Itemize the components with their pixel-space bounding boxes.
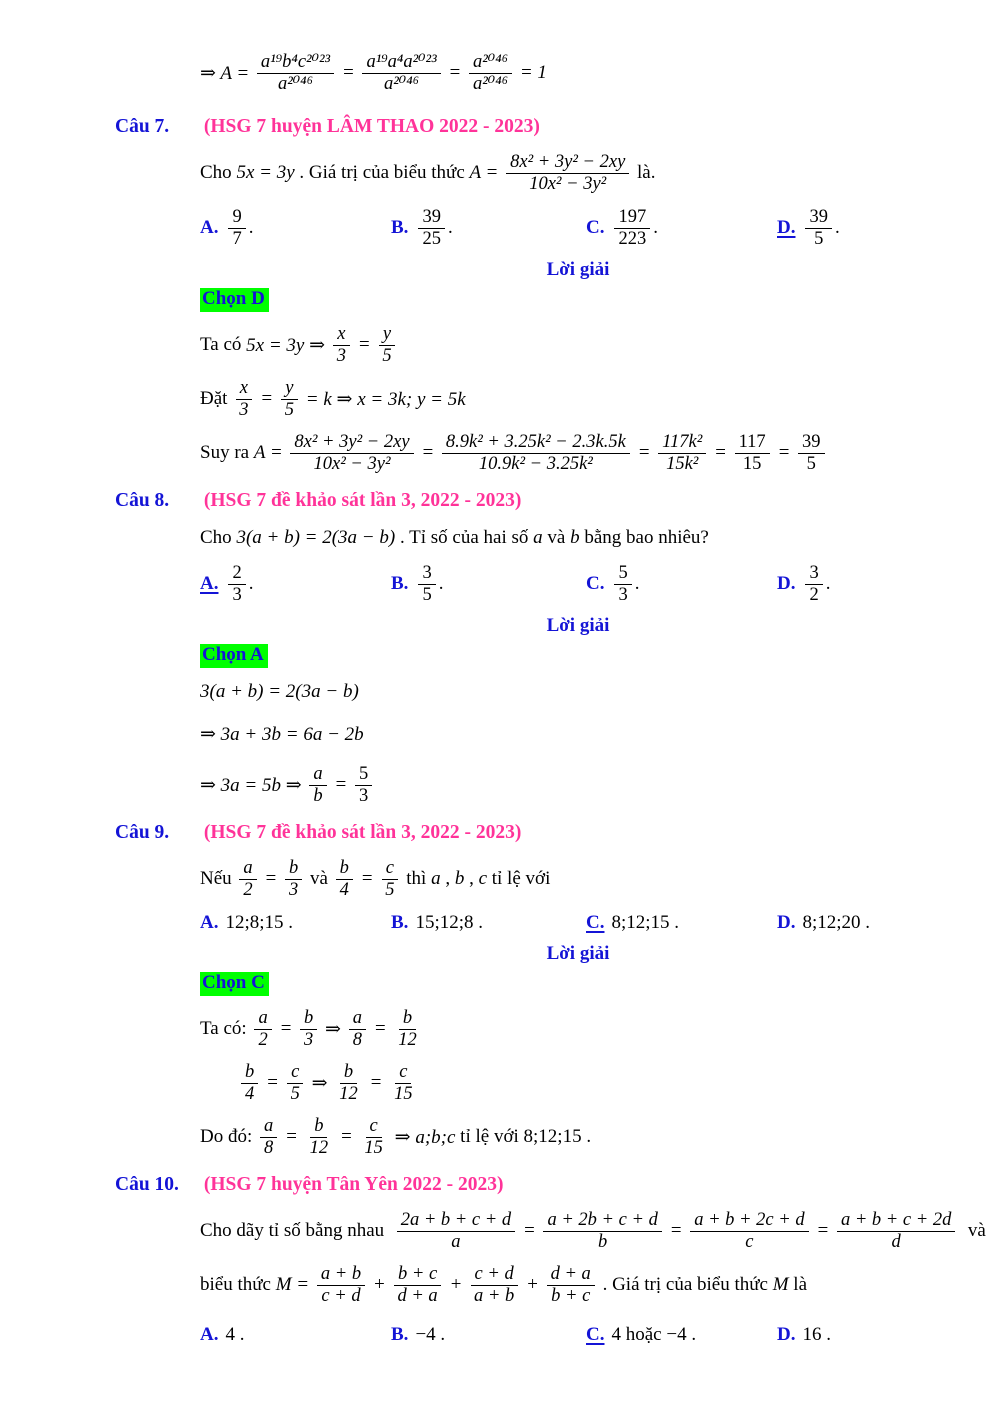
math-fraction: $\frac{3}{2}$ bbox=[805, 563, 822, 606]
math-text: , bbox=[440, 868, 455, 889]
math-text: = bbox=[335, 1126, 358, 1147]
solution-line bbox=[200, 318, 996, 372]
math-text: Cho bbox=[200, 162, 237, 183]
math-text: = bbox=[255, 388, 278, 409]
option-value bbox=[225, 563, 253, 606]
question-heading bbox=[115, 490, 996, 516]
option-letter: D. bbox=[777, 912, 796, 933]
answer-option-d bbox=[777, 912, 996, 934]
math-fraction: $\frac{a + b + 2c + d}{c}$ bbox=[690, 1210, 808, 1253]
math-text: và bbox=[305, 868, 333, 889]
math-fraction: $\frac{c}{15}$ bbox=[394, 1061, 413, 1104]
question-source: (HSG 7 đề khảo sát lần 3, 2022 - 2023) bbox=[203, 822, 522, 843]
math-text: = k ⇒ x = 3k; y = 5k bbox=[301, 388, 466, 410]
math-text: và bbox=[542, 527, 571, 548]
option-value bbox=[802, 563, 830, 606]
question-heading bbox=[115, 116, 996, 142]
option-letter: A. bbox=[200, 217, 219, 238]
math-fraction: $\frac{\text{a¹⁹a⁴a²⁰²³}}{\text{a²⁰⁴⁶}}$ bbox=[362, 52, 440, 95]
option-value bbox=[415, 563, 443, 606]
math-text: ⇒ bbox=[320, 1018, 346, 1040]
answer-option-a bbox=[200, 912, 391, 934]
math-text: c bbox=[478, 868, 487, 889]
math-text: b bbox=[570, 527, 580, 548]
math-text: , bbox=[464, 868, 479, 889]
math-fraction: $\frac{b}{12}$ bbox=[309, 1115, 329, 1158]
answer-option-b bbox=[391, 912, 586, 934]
math-fraction: $\frac{b}{3}$ bbox=[300, 1008, 317, 1051]
question-heading bbox=[115, 822, 996, 848]
math-text: Ta có bbox=[200, 334, 247, 355]
math-text: = bbox=[772, 442, 796, 463]
option-value bbox=[225, 207, 253, 250]
math-fraction: $\frac{x}{3}$ bbox=[235, 378, 252, 421]
option-letter: C. bbox=[586, 573, 605, 594]
math-text: = bbox=[368, 1018, 392, 1039]
question-source: (HSG 7 huyện Tân Yên 2022 - 2023) bbox=[203, 1174, 504, 1195]
math-fraction: $\frac{a}{b}$ bbox=[309, 764, 326, 807]
answer-options bbox=[200, 906, 996, 940]
option-letter: A. bbox=[200, 1324, 219, 1345]
math-text: = 1 bbox=[515, 62, 547, 83]
question-8 bbox=[0, 490, 996, 812]
solution-line bbox=[200, 1110, 996, 1164]
math-fraction: $\frac{\text{a¹⁹b⁴c²⁰²³}}{\text{a²⁰⁴⁶}}$ bbox=[257, 52, 334, 95]
math-text: = bbox=[259, 868, 282, 889]
chosen-answer bbox=[200, 644, 996, 672]
math-fraction: $\frac{39}{25}$ bbox=[418, 207, 445, 250]
question-number: Câu 8. bbox=[115, 490, 170, 511]
math-fraction: $\frac{b + c}{d + a}$ bbox=[393, 1264, 441, 1307]
solution-line bbox=[200, 674, 996, 710]
chosen-answer-badge: Chọn D bbox=[200, 288, 269, 312]
solution-line bbox=[200, 372, 996, 426]
math-text: biểu thức bbox=[200, 1274, 276, 1295]
math-text: 4 hoặc −4 . bbox=[611, 1324, 697, 1345]
solution-line bbox=[238, 1056, 996, 1110]
option-value bbox=[802, 207, 839, 250]
option-value bbox=[611, 563, 639, 606]
math-text: . bbox=[825, 573, 831, 594]
math-text: bằng bao nhiêu? bbox=[579, 527, 709, 548]
math-text: Cho bbox=[200, 527, 237, 548]
math-text: . Giá trị của biểu thức bbox=[294, 162, 470, 183]
math-fraction: $\frac{39}{5}$ bbox=[798, 432, 825, 475]
answer-option-d bbox=[777, 207, 996, 250]
option-value bbox=[611, 912, 679, 934]
solution-label: Lời giải bbox=[546, 615, 610, 636]
math-text: 8;12;15 . bbox=[611, 912, 680, 933]
math-text: tỉ lệ với bbox=[487, 868, 551, 889]
option-value bbox=[802, 912, 870, 934]
math-fraction: $\frac{b}{4}$ bbox=[336, 858, 353, 901]
solution-line bbox=[200, 716, 996, 752]
math-fraction: $\frac{9}{7}$ bbox=[228, 207, 245, 250]
math-text: và bbox=[958, 1220, 986, 1241]
math-fraction: $\frac{y}{5}$ bbox=[378, 324, 395, 367]
math-text: 15;12;8 . bbox=[415, 912, 483, 933]
solution-line bbox=[200, 426, 996, 480]
option-value bbox=[415, 207, 452, 250]
math-fraction: $\frac{c}{15}$ bbox=[364, 1115, 383, 1158]
math-text: 8;12;20 . bbox=[802, 912, 871, 933]
math-fraction: $\frac{b}{3}$ bbox=[285, 858, 302, 901]
math-text: ⇒ a;b;c bbox=[389, 1126, 456, 1148]
math-text: . bbox=[634, 573, 640, 594]
option-letter: B. bbox=[391, 1324, 409, 1345]
math-text: 5x = 3y ⇒ bbox=[246, 334, 330, 356]
math-fraction: $\frac{5}{3}$ bbox=[355, 764, 372, 807]
math-fraction: $\frac{a}{2}$ bbox=[254, 1008, 271, 1051]
question-statement bbox=[200, 520, 996, 556]
math-text: = bbox=[664, 1220, 688, 1241]
answer-option-c bbox=[586, 207, 777, 250]
math-fraction: $\frac{\text{117k²}}{\text{15k²}}$ bbox=[658, 432, 706, 475]
math-text: Cho dãy tỉ số bằng nhau bbox=[200, 1220, 394, 1241]
math-text: . Giá trị của biểu thức bbox=[597, 1274, 773, 1295]
math-fraction: $\frac{a}{8}$ bbox=[260, 1116, 277, 1159]
option-letter: D. bbox=[777, 1324, 796, 1345]
math-text: = bbox=[443, 62, 466, 83]
math-text: 3(a + b) = 2(3a − b) bbox=[236, 527, 396, 548]
math-text: . bbox=[248, 573, 254, 594]
math-text: = bbox=[337, 62, 360, 83]
answer-option-d bbox=[777, 563, 996, 606]
question-9 bbox=[0, 822, 996, 1164]
math-text: Do đó: bbox=[200, 1126, 257, 1147]
math-text: 5x = 3y bbox=[236, 162, 295, 183]
math-text: A = bbox=[469, 162, 504, 183]
math-text: = bbox=[364, 1072, 388, 1093]
math-text: . Tỉ số của hai số bbox=[395, 527, 534, 548]
math-text: 16 . bbox=[802, 1324, 831, 1345]
math-text: + bbox=[368, 1274, 391, 1295]
math-text: = bbox=[280, 1126, 303, 1147]
answer-options bbox=[200, 200, 996, 256]
math-fraction: $\frac{a + b}{c + d}$ bbox=[317, 1264, 365, 1307]
chosen-answer bbox=[200, 288, 996, 316]
option-letter: C. bbox=[586, 217, 605, 238]
math-text: a bbox=[431, 868, 441, 889]
math-fraction: $\frac{a}{2}$ bbox=[239, 858, 256, 901]
math-text: = bbox=[353, 334, 376, 355]
question-heading bbox=[115, 1174, 996, 1200]
question-number: Câu 9. bbox=[115, 822, 170, 843]
math-text: −4 . bbox=[415, 1324, 446, 1345]
option-letter: C. bbox=[586, 1324, 605, 1345]
answer-option-a bbox=[200, 1324, 391, 1346]
math-text: thì bbox=[401, 868, 432, 889]
math-text: 12;8;15 . bbox=[225, 912, 294, 933]
answer-option-b bbox=[391, 563, 586, 606]
math-text: = bbox=[416, 442, 439, 463]
math-fraction: $\frac{\text{8x² + 3y² − 2xy}}{\text{10x² − 3y²}}$ bbox=[506, 152, 629, 195]
math-text: A = bbox=[253, 442, 288, 463]
math-fraction: $\frac{c}{5}$ bbox=[287, 1062, 304, 1105]
math-text: = bbox=[355, 868, 379, 889]
intro-equation bbox=[200, 40, 996, 106]
math-text: = bbox=[329, 774, 352, 795]
math-fraction: $\frac{3}{5}$ bbox=[418, 563, 435, 606]
question-7 bbox=[0, 116, 996, 480]
math-fraction: $\frac{x}{3}$ bbox=[333, 324, 350, 367]
math-fraction: $\frac{b}{4}$ bbox=[241, 1062, 258, 1105]
math-text: a bbox=[533, 527, 543, 548]
option-letter: D. bbox=[777, 217, 796, 238]
math-fraction: $\frac{117}{15}$ bbox=[735, 432, 770, 475]
math-text: là bbox=[788, 1274, 808, 1295]
math-text: Đặt bbox=[200, 388, 233, 409]
math-text: ⇒ 3a = 5b ⇒ bbox=[200, 774, 307, 796]
math-text: M = bbox=[275, 1274, 314, 1295]
math-text: ⇒ 3a + 3b = 6a − 2b bbox=[200, 723, 364, 745]
option-letter: C. bbox=[586, 912, 605, 933]
math-text: Suy ra bbox=[200, 442, 254, 463]
math-text: M bbox=[772, 1274, 789, 1295]
answer-option-b bbox=[391, 1324, 586, 1346]
question-10 bbox=[0, 1174, 996, 1352]
answer-option-d bbox=[777, 1324, 996, 1346]
answer-option-b bbox=[391, 207, 586, 250]
math-fraction: $\frac{a + b + c + 2d}{d}$ bbox=[837, 1210, 955, 1253]
question-statement bbox=[200, 146, 996, 200]
solution-line bbox=[200, 1002, 996, 1056]
math-text: . bbox=[447, 217, 453, 238]
option-value bbox=[611, 1324, 696, 1346]
math-fraction: $\frac{c + d}{a + b}$ bbox=[470, 1264, 518, 1307]
option-letter: B. bbox=[391, 573, 409, 594]
math-fraction: $\frac{\text{a²⁰⁴⁶}}{\text{a²⁰⁴⁶}}$ bbox=[469, 52, 512, 95]
option-value bbox=[225, 912, 293, 934]
option-letter: D. bbox=[777, 573, 796, 594]
math-text: . bbox=[653, 217, 658, 238]
question-statement bbox=[200, 852, 996, 906]
question-source: (HSG 7 huyện LÂM THAO 2022 - 2023) bbox=[203, 116, 540, 137]
math-text: = bbox=[632, 442, 656, 463]
option-letter: B. bbox=[391, 217, 409, 238]
math-text: = bbox=[274, 1018, 298, 1039]
question-source: (HSG 7 đề khảo sát lần 3, 2022 - 2023) bbox=[203, 490, 522, 511]
math-fraction: $\frac{d + a}{b + c}$ bbox=[547, 1264, 595, 1307]
answer-options bbox=[200, 556, 996, 612]
solution-label: Lời giải bbox=[546, 943, 610, 964]
answer-option-c bbox=[586, 1324, 777, 1346]
math-text: ⇒ bbox=[306, 1072, 333, 1094]
answer-option-a bbox=[200, 207, 391, 250]
math-text: . bbox=[248, 217, 254, 238]
option-letter: A. bbox=[200, 912, 219, 933]
option-value bbox=[415, 1324, 445, 1346]
math-fraction: $\frac{c}{5}$ bbox=[381, 858, 398, 901]
chosen-answer-badge: Chọn C bbox=[200, 972, 269, 996]
math-fraction: $\frac{b}{12}$ bbox=[339, 1061, 358, 1104]
question-statement bbox=[200, 1204, 996, 1258]
math-text: Nếu bbox=[200, 868, 237, 889]
math-fraction: $\frac{2a + b + c + d}{a}$ bbox=[397, 1210, 515, 1253]
answer-option-a bbox=[200, 563, 391, 606]
math-fraction: $\frac{a + 2b + c + d}{b}$ bbox=[543, 1210, 661, 1253]
math-text: . bbox=[438, 573, 444, 594]
option-value bbox=[415, 912, 483, 934]
option-value bbox=[611, 207, 658, 250]
math-text: + bbox=[444, 1274, 468, 1295]
option-letter: A. bbox=[200, 573, 219, 594]
math-text: ⇒ A = bbox=[200, 62, 254, 84]
answer-options bbox=[200, 1318, 996, 1352]
math-text: b bbox=[454, 868, 465, 889]
question-number: Câu 10. bbox=[115, 1174, 179, 1195]
math-fraction: $\frac{2}{3}$ bbox=[228, 563, 245, 606]
solution-label: Lời giải bbox=[546, 259, 610, 280]
question-statement bbox=[200, 1258, 996, 1312]
chosen-answer-badge: Chọn A bbox=[200, 644, 268, 668]
math-text: Ta có: bbox=[200, 1018, 252, 1039]
option-letter: B. bbox=[391, 912, 409, 933]
math-fraction: $\frac{\text{8x² + 3y² − 2xy}}{\text{10x² − 3y²}}$ bbox=[290, 432, 413, 475]
answer-option-c bbox=[586, 563, 777, 606]
math-fraction: $\frac{y}{5}$ bbox=[281, 378, 298, 421]
math-text: = bbox=[261, 1072, 284, 1093]
solution-line bbox=[200, 758, 996, 812]
math-text: 3(a + b) = 2(3a − b) bbox=[200, 681, 359, 702]
math-text: = bbox=[811, 1220, 834, 1241]
question-number: Câu 7. bbox=[115, 116, 170, 137]
math-text: tỉ lệ với 8;12;15 . bbox=[455, 1126, 592, 1147]
math-text: = bbox=[518, 1220, 541, 1241]
answer-option-c bbox=[586, 912, 777, 934]
math-fraction: $\frac{197}{223}$ bbox=[614, 207, 650, 250]
math-fraction: $\frac{a}{8}$ bbox=[349, 1008, 366, 1051]
math-fraction: $\frac{39}{5}$ bbox=[805, 207, 832, 250]
math-text: là. bbox=[632, 162, 656, 183]
chosen-answer bbox=[200, 972, 996, 1000]
option-value bbox=[225, 1324, 244, 1346]
math-fraction: $\frac{\text{8.9k² + 3.25k² − 2.3k.5k}}{\text{10.9k² − 3.25k²}}$ bbox=[442, 432, 630, 475]
math-fraction: $\frac{5}{3}$ bbox=[614, 563, 631, 606]
math-text: . bbox=[834, 217, 840, 238]
math-text: + bbox=[521, 1274, 544, 1295]
math-text: 4 . bbox=[225, 1324, 245, 1345]
math-text: = bbox=[709, 442, 732, 463]
math-fraction: $\frac{b}{12}$ bbox=[398, 1007, 417, 1050]
option-value bbox=[802, 1324, 831, 1346]
